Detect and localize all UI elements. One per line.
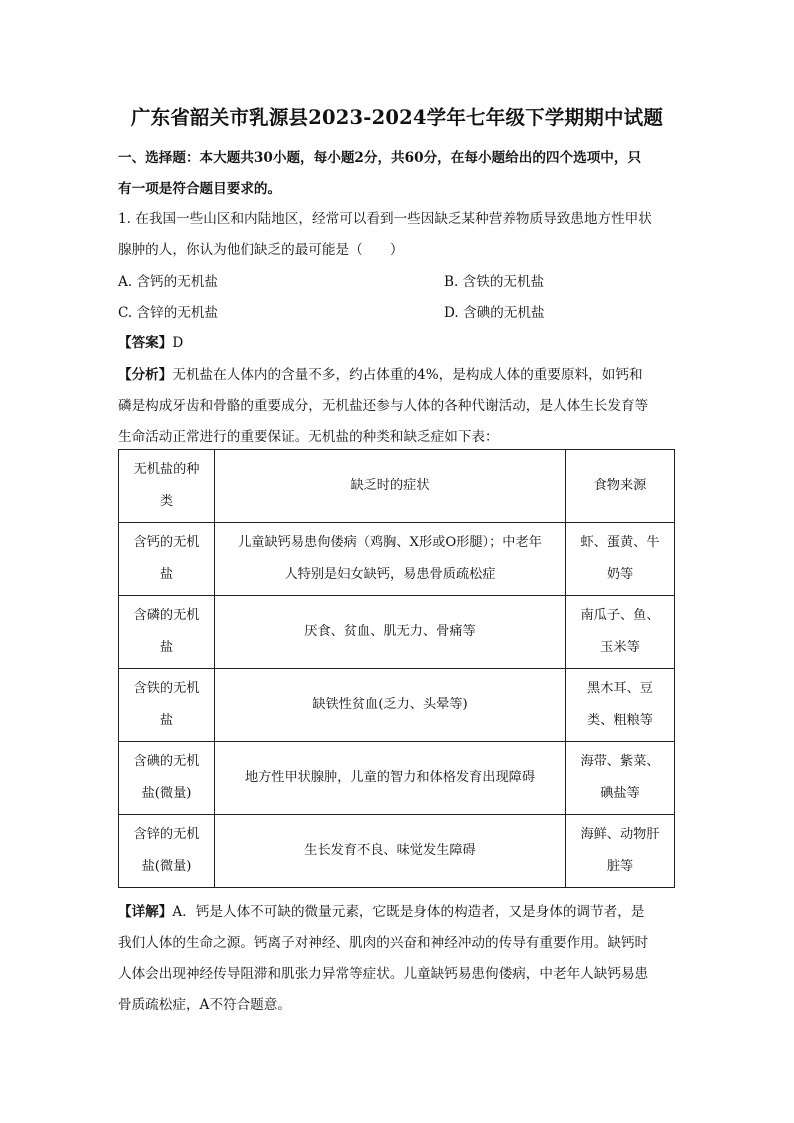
detail-line-1 bbox=[118, 900, 644, 920]
answer-value: D bbox=[172, 335, 184, 351]
option-b: B. 含铁的无机盐 bbox=[444, 274, 545, 290]
cell-source bbox=[566, 815, 675, 888]
cell-text: 缺铁性贫血(乏力、头晕等) bbox=[312, 697, 468, 712]
cell-symptom bbox=[215, 669, 566, 742]
table-row bbox=[119, 815, 675, 888]
cell-symptom bbox=[215, 815, 566, 888]
header-symptom bbox=[215, 450, 566, 523]
analysis-text-1: 无机盐在人体内的含量不多，约占体重的4%，是构成人体的重要原料，如钙和 bbox=[172, 367, 643, 383]
cell-text: 海鲜、动物肝 bbox=[580, 827, 660, 842]
analysis-line-1 bbox=[118, 363, 643, 383]
table-row bbox=[119, 523, 675, 596]
cell-text: 人特别是妇女缺钙，易患骨质疏松症 bbox=[284, 567, 496, 582]
cell-symptom bbox=[215, 742, 566, 815]
cell-type bbox=[119, 815, 215, 888]
analysis-label: 【分析】 bbox=[118, 367, 173, 383]
cell-type bbox=[119, 596, 215, 669]
cell-text: 盐 bbox=[159, 640, 174, 655]
question-text-line-2: 腺肿的人，你认为他们缺乏的最可能是（ ） bbox=[118, 242, 404, 258]
header-type bbox=[119, 450, 215, 523]
cell-text: 碘盐等 bbox=[600, 786, 640, 801]
page-title: 广东省韶关市乳源县2023-2024学年七年级下学期期中试题 bbox=[130, 106, 664, 129]
cell-text: 儿童缺钙易患佝偻病（鸡胸、X形或O形腿）；中老年 bbox=[238, 535, 542, 550]
option-c: C. 含锌的无机盐 bbox=[118, 305, 219, 321]
cell-source bbox=[566, 742, 675, 815]
cell-type bbox=[119, 523, 215, 596]
cell-text: 海带、紫菜、 bbox=[580, 754, 660, 769]
cell-text: 盐 bbox=[159, 567, 174, 582]
cell-text: 含碘的无机 bbox=[133, 754, 200, 769]
cell-text: 黑木耳、豆 bbox=[587, 681, 653, 696]
header-type-l1: 无机盐的种 bbox=[133, 462, 200, 477]
cell-text: 生长发育不良、味觉发生障碍 bbox=[304, 843, 476, 858]
detail-line-3: 人体会出现神经传导阻滞和肌张力异常等症状。儿童缺钙易患佝偻病，中老年人缺钙易患 bbox=[118, 966, 649, 982]
header-symptom-l1: 缺乏时的症状 bbox=[350, 478, 430, 493]
cell-text: 虾、蛋黄、牛 bbox=[580, 535, 660, 550]
question-text-line-1: 1. 在我国一些山区和内陆地区，经常可以看到一些因缺乏某种营养物质导致患地方性甲状 bbox=[118, 211, 652, 227]
cell-text: 玉米等 bbox=[600, 640, 640, 655]
table-row bbox=[119, 596, 675, 669]
minerals-table bbox=[118, 449, 675, 888]
cell-type bbox=[119, 742, 215, 815]
cell-text: 类、粗粮等 bbox=[587, 713, 653, 728]
cell-source bbox=[566, 596, 675, 669]
section-heading-line-2: 有一项是符合题目要求的。 bbox=[118, 181, 282, 197]
cell-text: 盐 bbox=[159, 713, 174, 728]
analysis-line-2: 磷是构成牙齿和骨骼的重要成分，无机盐还参与人体的各种代谢活动，是人体生长发育等 bbox=[118, 398, 649, 414]
header-source bbox=[566, 450, 675, 523]
cell-text: 奶等 bbox=[606, 567, 634, 582]
section-heading-line-1: 一、选择题：本大题共30小题，每小题2分，共60分，在每小题给出的四个选项中，只 bbox=[118, 150, 642, 166]
table-header-row bbox=[119, 450, 675, 523]
analysis-line-3: 生命活动正常进行的重要保证。无机盐的种类和缺乏症如下表： bbox=[118, 429, 499, 445]
cell-symptom bbox=[215, 523, 566, 596]
cell-type bbox=[119, 669, 215, 742]
option-d: D. 含碘的无机盐 bbox=[444, 305, 545, 321]
answer-line bbox=[118, 331, 183, 351]
cell-text: 含锌的无机 bbox=[133, 827, 200, 842]
cell-text: 盐(微量) bbox=[141, 786, 192, 801]
header-source-l1: 食物来源 bbox=[593, 478, 647, 493]
option-a: A. 含钙的无机盐 bbox=[118, 274, 219, 290]
detail-text-1: A．钙是人体不可缺的微量元素，它既是身体的构造者，又是身体的调节者，是 bbox=[172, 904, 645, 920]
cell-source bbox=[566, 523, 675, 596]
cell-text: 厌食、贫血、肌无力、骨痛等 bbox=[304, 624, 476, 639]
detail-label: 【详解】 bbox=[118, 904, 173, 920]
detail-line-4: 骨质疏松症，A不符合题意。 bbox=[118, 997, 291, 1013]
cell-text: 含磷的无机 bbox=[133, 608, 200, 623]
table-row bbox=[119, 669, 675, 742]
cell-source bbox=[566, 669, 675, 742]
cell-text: 盐(微量) bbox=[141, 859, 192, 874]
cell-text: 含铁的无机 bbox=[133, 681, 200, 696]
cell-symptom bbox=[215, 596, 566, 669]
detail-line-2: 我们人体的生命之源。钙离子对神经、肌肉的兴奋和神经冲动的传导有重要作用。缺钙时 bbox=[118, 935, 649, 951]
header-type-l2: 类 bbox=[159, 494, 174, 509]
cell-text: 南瓜子、鱼、 bbox=[580, 608, 660, 623]
table-row bbox=[119, 742, 675, 815]
cell-text: 脏等 bbox=[606, 859, 634, 874]
cell-text: 地方性甲状腺肿，儿童的智力和体格发育出现障碍 bbox=[244, 770, 536, 785]
cell-text: 含钙的无机 bbox=[133, 535, 200, 550]
answer-label: 【答案】 bbox=[118, 335, 173, 351]
